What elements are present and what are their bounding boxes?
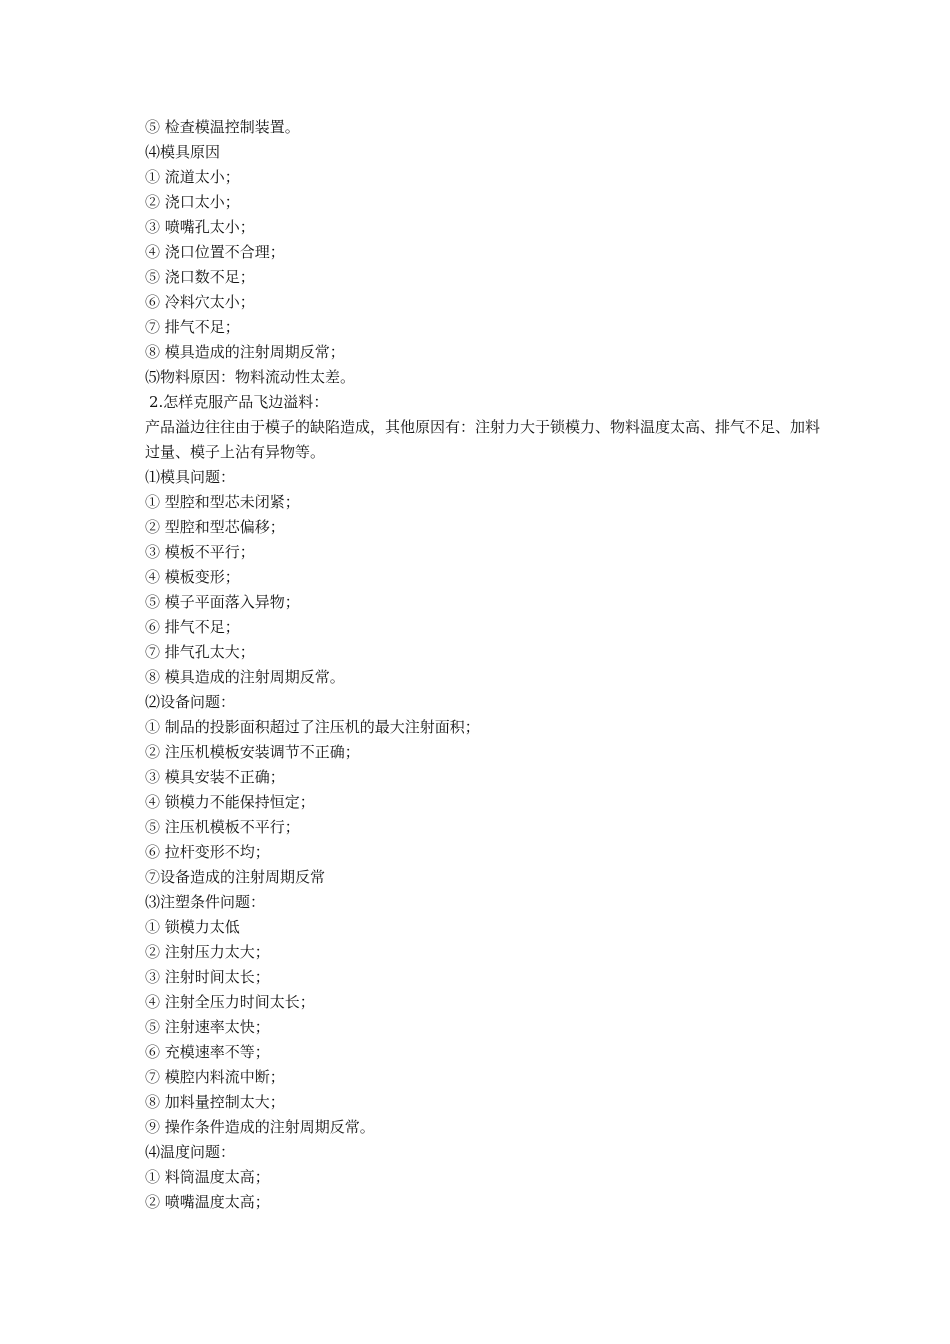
text-line: ⑦设备造成的注射周期反常: [145, 868, 326, 886]
text-line: ⑨ 操作条件造成的注射周期反常。: [145, 1118, 375, 1136]
section-heading: ⑴模具问题：: [145, 468, 236, 486]
text-line: ② 型腔和型芯偏移；: [145, 518, 285, 536]
text-line: ② 浇口太小；: [145, 193, 240, 211]
text-line: ② 注射压力太大；: [145, 943, 270, 961]
text-line: ③ 模板不平行；: [145, 543, 255, 561]
text-line: ④ 锁模力不能保持恒定；: [145, 793, 315, 811]
text-line: ⑦ 排气孔太大；: [145, 643, 255, 661]
text-line: ③ 注射时间太长；: [145, 968, 270, 986]
text-line: ③ 模具安装不正确；: [145, 768, 285, 786]
paragraph: 产品溢边往往由于模子的缺陷造成，其他原因有：注射力大于锁模力、物料温度太高、排气不足、加料过量、模子上沾有异物等。: [145, 418, 821, 461]
text-line: ⑧ 加料量控制太大；: [145, 1093, 285, 1111]
text-line: ⑦ 排气不足；: [145, 318, 240, 336]
text-line: ⑥ 拉杆变形不均；: [145, 843, 270, 861]
text-line: ⑦ 模腔内料流中断；: [145, 1068, 285, 1086]
text-line: ④ 注射全压力时间太长；: [145, 993, 315, 1011]
section-heading: ⑵设备问题：: [145, 693, 236, 711]
text-line: ⑤ 模子平面落入异物；: [145, 593, 300, 611]
text-line: ① 料筒温度太高；: [145, 1168, 270, 1186]
text-line: ⑧ 模具造成的注射周期反常；: [145, 343, 345, 361]
text-line: ① 流道太小；: [145, 168, 240, 186]
text-line: ⑥ 充模速率不等；: [145, 1043, 270, 1061]
text-line: ② 喷嘴温度太高；: [145, 1193, 270, 1211]
main-heading: 2.怎样克服产品飞边溢料：: [149, 393, 329, 411]
text-line: ⑤ 注射速率太快；: [145, 1018, 270, 1036]
text-line: ⑥ 冷料穴太小；: [145, 293, 255, 311]
text-line: ③ 喷嘴孔太小；: [145, 218, 255, 236]
section-heading: ⑸物料原因：物料流动性太差。: [145, 368, 356, 386]
text-line: ① 型腔和型芯未闭紧；: [145, 493, 300, 511]
text-line: ⑤ 注压机模板不平行；: [145, 818, 300, 836]
section-heading: ⑷模具原因: [145, 143, 221, 161]
text-line: ④ 浇口位置不合理；: [145, 243, 285, 261]
document-body: [145, 115, 825, 1215]
text-line: ④ 模板变形；: [145, 568, 240, 586]
section-heading: ⑶注塑条件问题：: [145, 893, 266, 911]
text-line: ① 制品的投影面积超过了注压机的最大注射面积；: [145, 718, 480, 736]
text-line: ⑤ 检查模温控制装置。: [145, 118, 300, 136]
text-line: ② 注压机模板安装调节不正确；: [145, 743, 360, 761]
text-line: ⑤ 浇口数不足；: [145, 268, 255, 286]
text-line: ⑧ 模具造成的注射周期反常。: [145, 668, 345, 686]
section-heading: ⑷温度问题：: [145, 1143, 236, 1161]
text-line: ① 锁模力太低: [145, 918, 240, 936]
text-line: ⑥ 排气不足；: [145, 618, 240, 636]
